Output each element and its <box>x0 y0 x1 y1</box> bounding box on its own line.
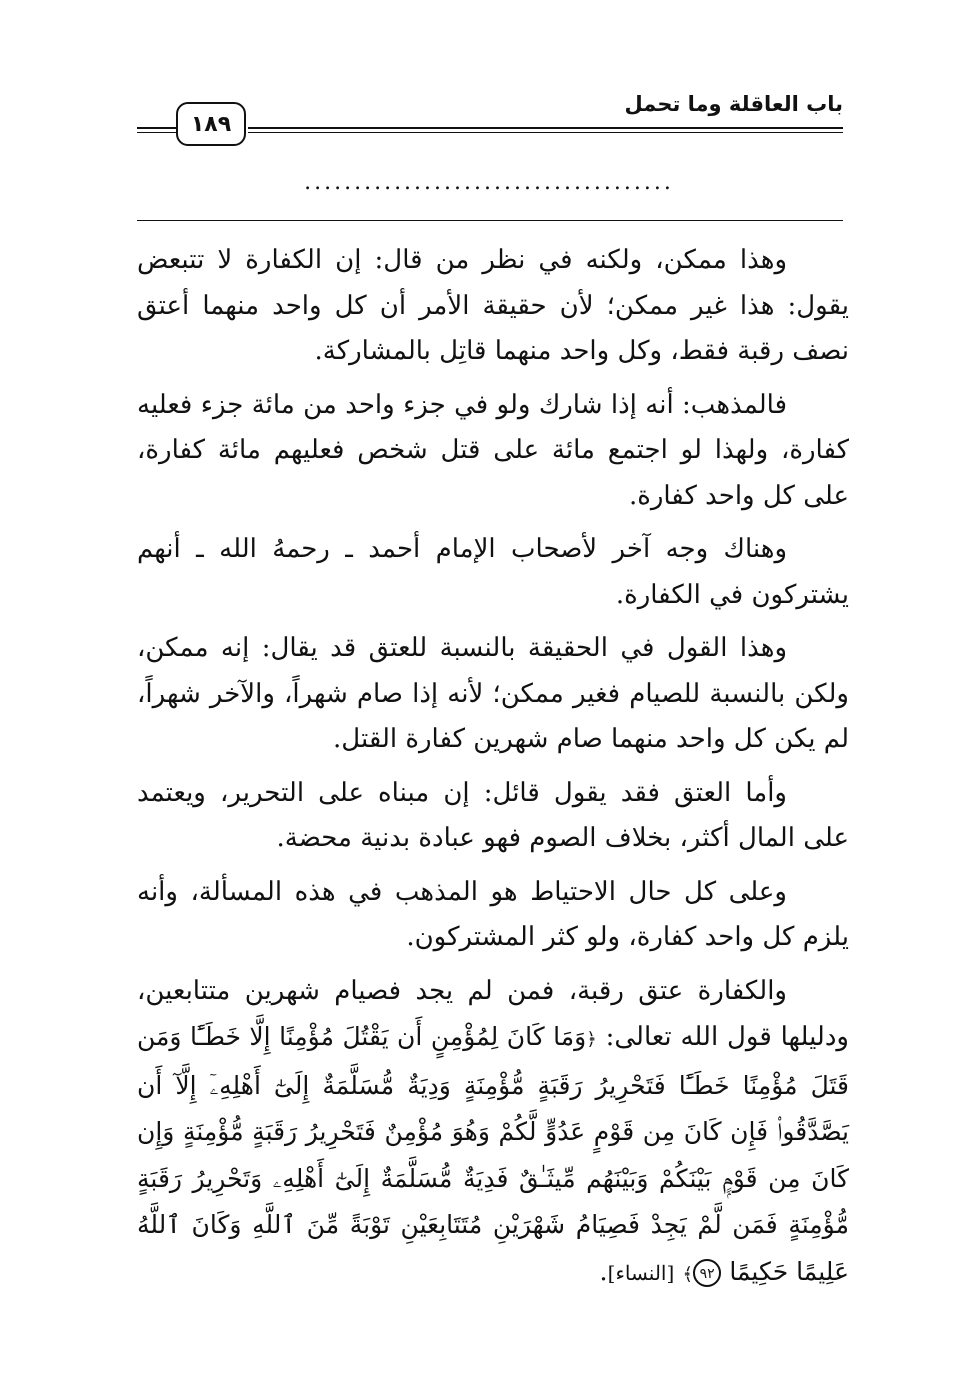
paragraph: وهذا ممكن، ولكنه في نظر من قال: إن الكفارة لا تتبعض يقول: هذا غير ممكن؛ لأن حقيقة الأمر أن كل واحد منهما أعتق نصف رقبة فقط، وكل واحد منهما قاتِل بالمشاركة. <box>137 245 849 366</box>
paragraph-intro: والكفارة عتق رقبة، فمن لم يجد فصيام شهرين متتابعين، ودليلها قول الله تعالى: <box>137 975 849 1052</box>
page-number: ١٨٩ <box>190 111 232 137</box>
verse-open-bracket: ﴿ <box>586 1029 597 1050</box>
paragraph: وأما العتق فقد يقول قائل: إن مبناه على التحرير، ويعتمد على المال أكثر، بخلاف الصوم فهو عبادة بدنية محضة. <box>137 777 849 853</box>
paragraph-with-quran-verse <box>137 969 849 1298</box>
section-divider <box>137 220 843 221</box>
running-header-title: باب العاقلة وما تحمل <box>624 92 843 116</box>
verse-source: [النساء] <box>607 1260 675 1285</box>
header-rule-thin <box>248 132 843 133</box>
quran-verse: وَمَا كَانَ لِمُؤْمِنٍ أَن يَقْتُلَ مُؤْمِنًا إِلَّا خَطَـًٔا وَمَن قَتَلَ مُؤْمِنًا خَطَـًٔا فَتَحْرِيرُ رَقَبَةٍ مُّؤْمِنَةٍ وَدِيَةٌ مُّسَلَّمَةٌ إِلَىٰٓ أَهْلِهِۦٓ إِلَّآ أَن يَصَّدَّقُوا۟ فَإِن كَانَ مِن قَوْمٍ عَدُوٍّ لَّكُمْ وَهُوَ مُؤْمِنٌ فَتَحْرِيرُ رَقَبَةٍ مُّؤْمِنَةٍ وَإِن كَانَ مِن قَوْمٍۭ بَيْنَكُمْ وَبَيْنَهُم مِّيثَـٰقٌ فَدِيَةٌ مُّسَلَّمَةٌ إِلَىٰٓ أَهْلِهِۦ وَتَحْرِيرُ رَقَبَةٍ مُّؤْمِنَةٍ فَمَن لَّمْ يَجِدْ فَصِيَامُ شَهْرَيْنِ مُتَتَابِعَيْنِ تَوْبَةً مِّنَ ٱللَّهِ وَكَانَ ٱللَّهُ عَلِيمًا حَكِيمًا <box>137 1022 849 1286</box>
header-rule <box>248 127 843 129</box>
paragraph: فالمذهب: أنه إذا شارك ولو في جزء واحد من مائة جزء فعليه كفارة، ولهذا لو اجتمع مائة على قتل شخص فعليهم مائة كفارة، على كل واحد كفارة. <box>137 389 849 511</box>
paragraph: وعلى كل حال الاحتياط هو المذهب في هذه المسألة، وأنه يلزم كل واحد كفارة، ولو كثر المشتركون. <box>137 876 849 952</box>
ellipsis-separator: ..................................... <box>304 170 674 195</box>
header-rule-left-thin <box>137 132 177 133</box>
verse-close-bracket: ﴾ <box>682 1263 694 1285</box>
paragraph-end: . <box>599 1256 608 1287</box>
ayah-number-marker: ٩٢ <box>693 1259 721 1287</box>
page-number-frame <box>176 102 246 146</box>
header-rule-left <box>137 127 177 129</box>
body-text <box>137 238 849 1305</box>
paragraph: وهناك وجه آخر لأصحاب الإمام أحمد ـ رحمهُ الله ـ أنهم يشتركون في الكفارة. <box>137 534 849 610</box>
paragraph: وهذا القول في الحقيقة بالنسبة للعتق قد يقال: إنه ممكن، ولكن بالنسبة للصيام فغير ممكن؛ لأنه إذا صام شهراً، والآخر شهراً، لم يكن كل واحد منهما صام شهرين كفارة القتل. <box>137 633 849 754</box>
